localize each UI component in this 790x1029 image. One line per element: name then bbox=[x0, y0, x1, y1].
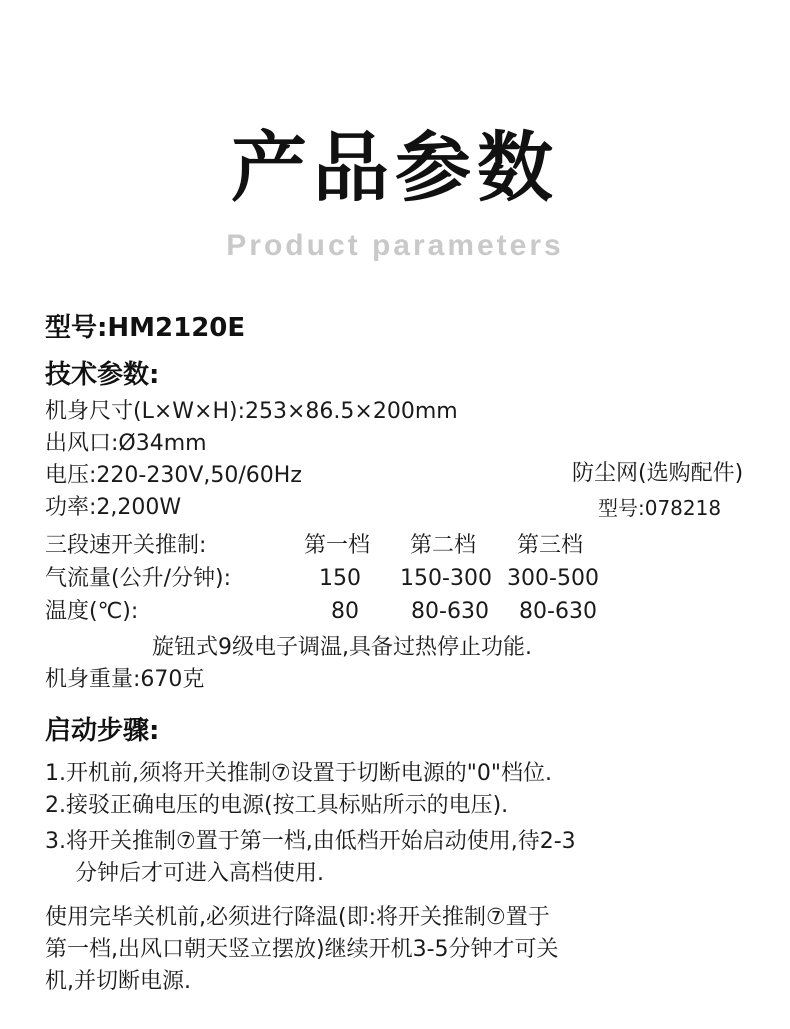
airflow-label: 气流量(公升/分钟): bbox=[45, 566, 231, 591]
voltage-spec: 电压:220-230V,50/60Hz bbox=[45, 463, 302, 488]
temp-label: 温度(℃): bbox=[45, 599, 139, 624]
outlet-spec: 出风口:Ø34mm bbox=[45, 431, 207, 456]
switch-label: 三段速开关推制: bbox=[45, 533, 207, 558]
shutdown-note-line-1: 使用完毕关机前,必须进行降温(即:将开关推制⑦置于 bbox=[45, 905, 550, 930]
startup-step-1: 1.开机前,须将开关推制⑦设置于切断电源的"0"档位. bbox=[45, 761, 552, 786]
startup-step-2: 2.接驳正确电压的电源(按工具标贴所示的电压). bbox=[45, 793, 509, 818]
tech-heading: 技术参数: bbox=[45, 360, 160, 390]
gear-2-header: 第二档 bbox=[409, 533, 476, 558]
accessory-name: 防尘网(选购配件) bbox=[572, 461, 744, 486]
airflow-gear-1: 150 bbox=[319, 566, 361, 591]
size-spec: 机身尺寸(L×W×H):253×86.5×200mm bbox=[45, 399, 458, 424]
startup-step-3: 3.将开关推制⑦置于第一档,由低档开始启动使用,待2-3 bbox=[45, 829, 576, 854]
weight-spec: 机身重量:670克 bbox=[45, 667, 205, 692]
page-title: 产品参数 bbox=[231, 123, 559, 212]
page-subtitle: Product parameters bbox=[226, 229, 564, 262]
temp-gear-1: 80 bbox=[331, 599, 359, 624]
temp-gear-2: 80-630 bbox=[411, 599, 489, 624]
accessory-model: 型号:078218 bbox=[598, 496, 722, 520]
temp-gear-3: 80-630 bbox=[519, 599, 597, 624]
shutdown-note-line-2: 第一档,出风口朝天竖立摆放)继续开机3-5分钟才可关 bbox=[45, 937, 559, 962]
airflow-gear-2: 150-300 bbox=[400, 566, 492, 591]
gear-1-header: 第一档 bbox=[303, 533, 370, 558]
startup-heading: 启动步骤: bbox=[45, 716, 160, 746]
startup-step-3-cont: 分钟后才可进入高档使用. bbox=[75, 861, 324, 886]
knob-note: 旋钮式9级电子调温,具备过热停止功能. bbox=[152, 635, 532, 660]
power-spec: 功率:2,200W bbox=[45, 495, 182, 520]
gear-3-header: 第三档 bbox=[516, 533, 583, 558]
airflow-gear-3: 300-500 bbox=[507, 566, 599, 591]
model-label: 型号:HM2120E bbox=[45, 313, 246, 343]
shutdown-note-line-3: 机,并切断电源. bbox=[45, 969, 191, 994]
